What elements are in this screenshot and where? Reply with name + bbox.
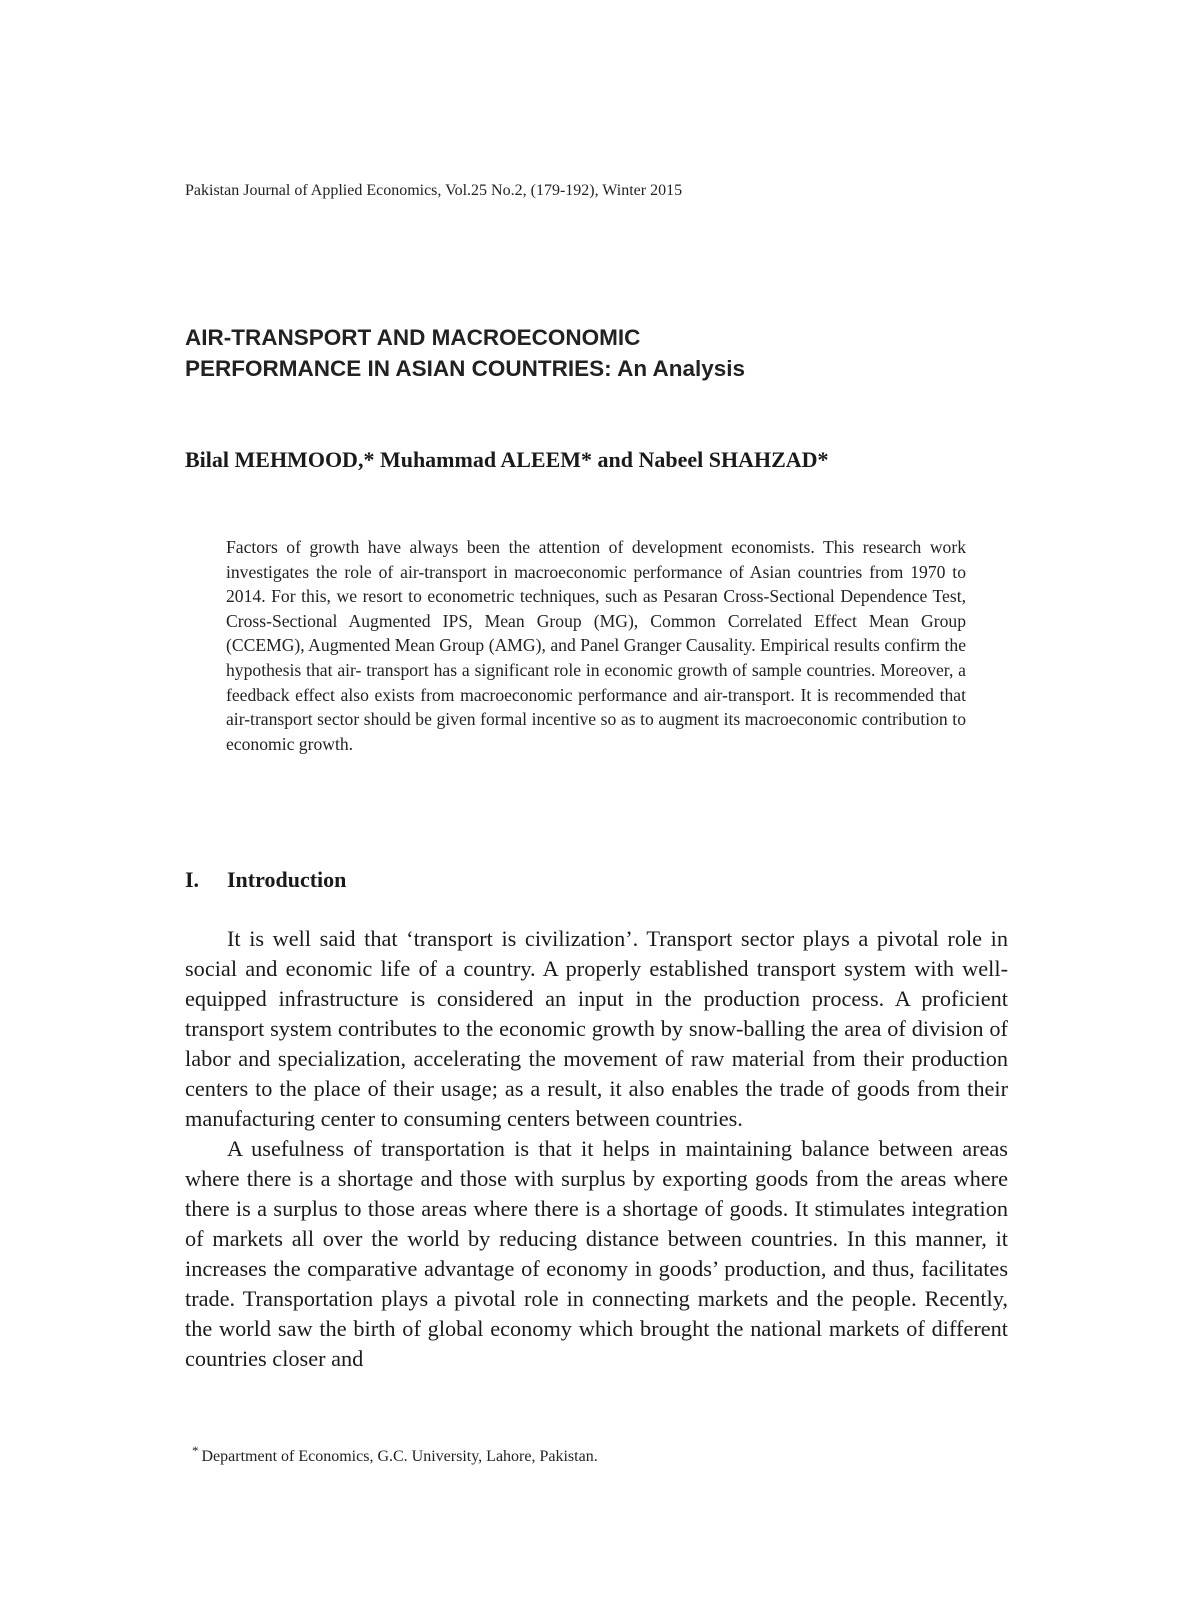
footnote-mark: * xyxy=(192,1443,199,1458)
section-heading xyxy=(185,866,346,894)
body-paragraph: A usefulness of transportation is that it helps in maintaining balance between areas where there is a shortage and those with surplus by exporting goods from the areas where there is a surplus to those areas where there is a shortage of goods. It stimulates integration of markets all over the world by reducing distance between countries. In this manner, it increases the comparative advantage of economy in goods’ production, and thus, facilitates trade. Transportation plays a pivotal role in connecting markets and the people. Recently, the world saw the birth of global economy which brought the national markets of different countries closer and xyxy=(185,1136,1008,1371)
article-title xyxy=(185,322,1005,384)
title-line-1: AIR-TRANSPORT AND MACROECONOMIC xyxy=(185,325,641,350)
journal-header: Pakistan Journal of Applied Economics, Vol.25 No.2, (179-192), Winter 2015 xyxy=(185,182,683,199)
title-line-2 xyxy=(185,353,1005,384)
footnote xyxy=(192,1441,598,1467)
section-title: Introduction xyxy=(227,867,347,892)
title-subtitle: An Analysis xyxy=(617,356,746,381)
footnote-text: Department of Economics, G.C. University, Lahore, Pakistan. xyxy=(201,1448,598,1465)
section-number: I. xyxy=(185,867,200,892)
author-list: Bilal MEHMOOD,* Muhammad ALEEM* and Nabeel SHAHZAD* xyxy=(185,447,829,472)
abstract: Factors of growth have always been the attention of development economists. This research work investigates the role of air-transport in macroeconomic performance of Asian countries from 1970 to 2014. For this, we resort to econometric techniques, such as Pesaran Cross-Sectional Dependence Test, Cross-Sectional Augmented IPS, Mean Group (MG), Common Correlated Effect Mean Group (CCEMG), Augmented Mean Group (AMG), and Panel Granger Causality. Empirical results confirm the hypothesis that air- transport has a significant role in economic growth of sample countries. Moreover, a feedback effect also exists from macroeconomic performance and air-transport. It is recommended that air-transport sector should be given formal incentive so as to augment its macroeconomic contribution to economic growth. xyxy=(226,537,966,754)
section-body xyxy=(185,924,1008,1374)
body-paragraph: It is well said that ‘transport is civilization’. Transport sector plays a pivotal role in social and economic life of a country. A properly established transport system with well-equipped infrastructure is considered an input in the production process. A proficient transport system contributes to the economic growth by snow-balling the area of division of labor and specialization, accelerating the movement of raw material from their production centers to the place of their usage; as a result, it also enables the trade of goods from their manufacturing center to consuming centers between countries. xyxy=(185,926,1008,1131)
title-line-2-text: PERFORMANCE IN ASIAN COUNTRIES: xyxy=(185,356,612,381)
